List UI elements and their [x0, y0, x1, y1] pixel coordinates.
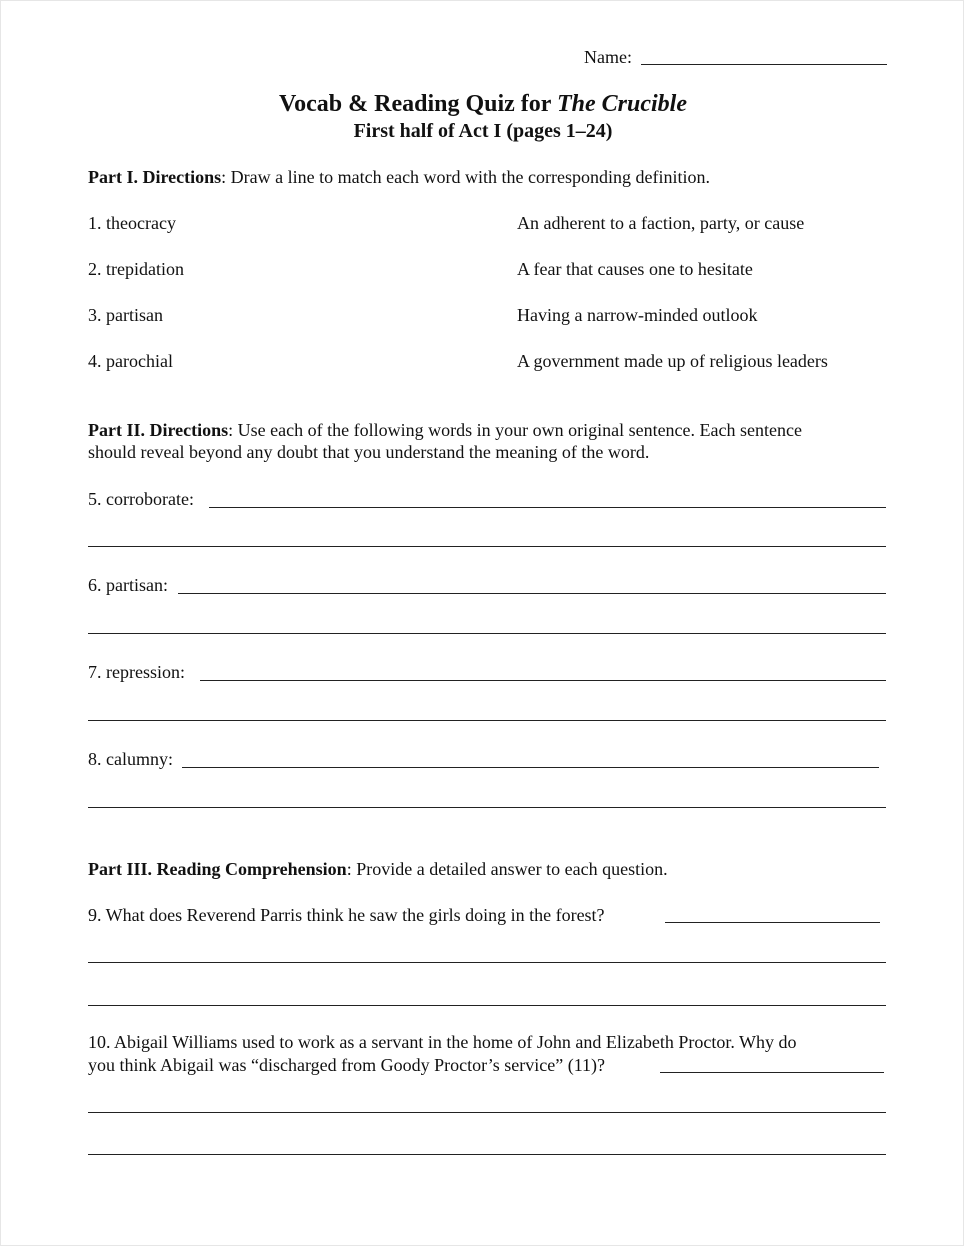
answer-line[interactable]: [88, 1154, 886, 1155]
match-definition-1: An adherent to a faction, party, or cause: [517, 213, 805, 233]
answer-line[interactable]: [88, 546, 886, 547]
answer-line[interactable]: [660, 1072, 884, 1073]
answer-line[interactable]: [88, 1112, 886, 1113]
answer-line[interactable]: [209, 507, 886, 508]
part1-directions: [88, 166, 710, 188]
page-subtitle: First half of Act I (pages 1–24): [353, 120, 613, 142]
match-definition-4: A government made up of religious leaders: [517, 351, 828, 371]
title-main: Vocab & Reading Quiz for: [278, 91, 557, 117]
part2-directions-text-2: should reveal beyond any doubt that you understand the meaning of the word.: [88, 442, 650, 462]
answer-line[interactable]: [88, 962, 886, 963]
answer-line[interactable]: [182, 767, 879, 768]
answer-line[interactable]: [88, 633, 886, 634]
part1-heading: Part I. Directions: [88, 167, 222, 187]
answer-line[interactable]: [665, 922, 880, 923]
match-definition-2: A fear that causes one to hesitate: [517, 259, 753, 279]
vocab-item-8: 8. calumny:: [88, 749, 173, 769]
question-10-line-1: 10. Abigail Williams used to work as a servant in the home of John and Elizabeth Proctor. Why do: [88, 1032, 797, 1052]
match-word-1: 1. theocracy: [88, 213, 176, 233]
answer-line[interactable]: [88, 807, 886, 808]
page-title: [1, 90, 964, 118]
vocab-item-6: 6. partisan:: [88, 575, 168, 595]
title-book: The Crucible: [557, 91, 687, 117]
part2-directions-text-1: : Use each of the following words in your own original sentence. Each sentence: [228, 420, 802, 440]
answer-line[interactable]: [88, 1005, 886, 1006]
question-9: 9. What does Reverend Parris think he saw the girls doing in the forest?: [88, 905, 605, 925]
vocab-item-7: 7. repression:: [88, 662, 185, 682]
answer-line[interactable]: [88, 720, 886, 721]
vocab-item-5: 5. corroborate:: [88, 489, 194, 509]
part2-directions: [88, 419, 802, 441]
part1-directions-text: : Draw a line to match each word with the corresponding definition.: [221, 167, 710, 187]
part2-heading: Part II. Directions: [88, 420, 229, 440]
name-label: Name:: [584, 47, 632, 67]
match-word-3: 3. partisan: [88, 305, 163, 325]
question-10-line-2: you think Abigail was “discharged from Goody Proctor’s service” (11)?: [88, 1055, 606, 1075]
answer-line[interactable]: [200, 680, 886, 681]
part3-directions-text: : Provide a detailed answer to each question.: [346, 859, 668, 879]
part3-heading: Part III. Reading Comprehension: [88, 859, 347, 879]
name-field[interactable]: [641, 64, 887, 65]
part3-directions: [88, 858, 668, 880]
match-word-4: 4. parochial: [88, 351, 173, 371]
match-word-2: 2. trepidation: [88, 259, 184, 279]
answer-line[interactable]: [178, 593, 886, 594]
match-definition-3: Having a narrow-minded outlook: [517, 305, 758, 325]
